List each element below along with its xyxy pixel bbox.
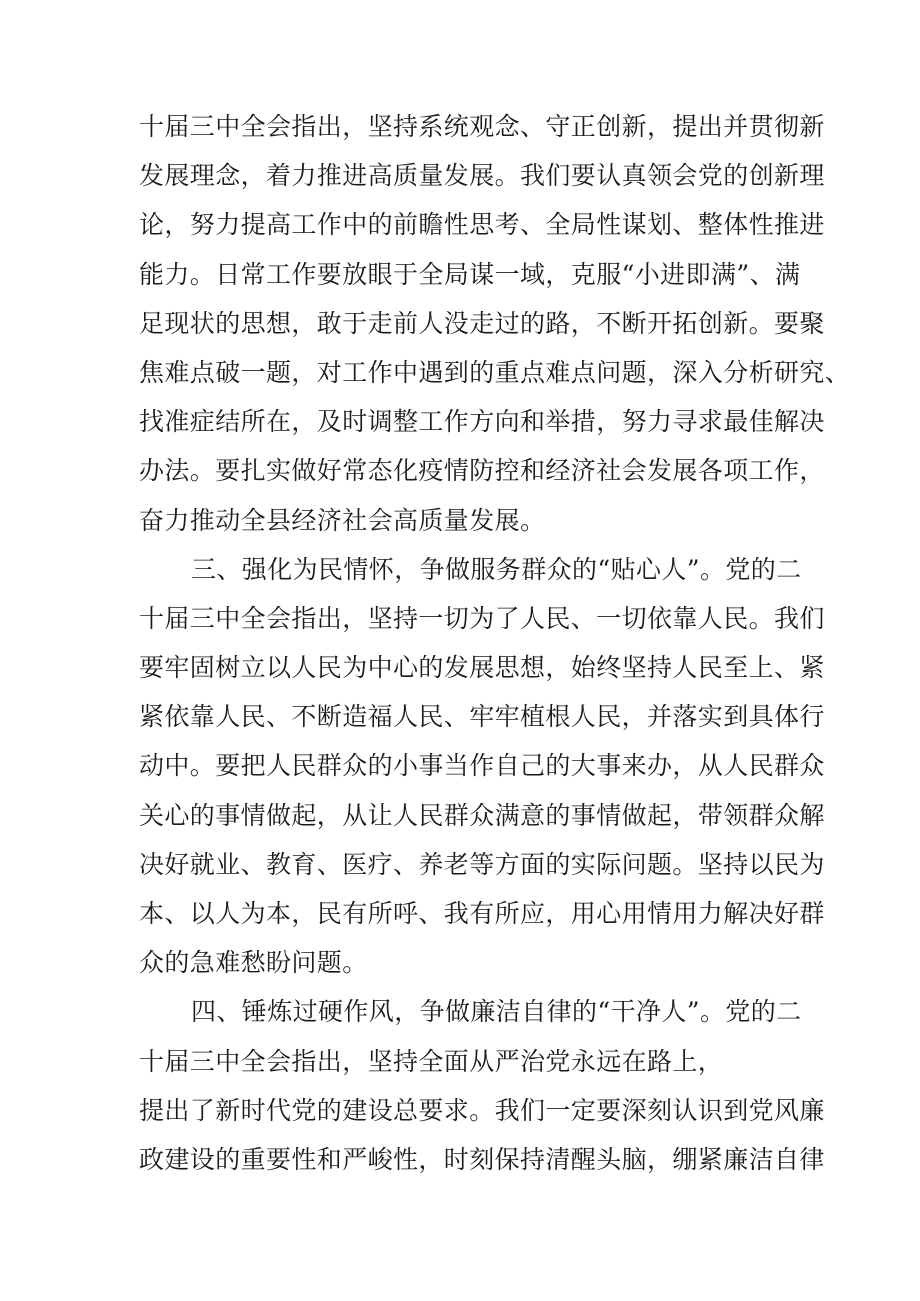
text-line: 政建设的重要性和严峻性，时刻保持清醒头脑，绷紧廉洁自律	[139, 1144, 825, 1174]
text-line: 本、以人为本，民有所呼、我有所应，用心用情用力解决好群	[139, 899, 825, 928]
text-line: 发展理念，着力推进高质量发展。我们要认真领会党的创新理	[139, 161, 825, 191]
text-line: 奋力推动全县经济社会高质量发展。	[139, 505, 546, 535]
text-line: 焦难点破一题，对工作中遇到的重点难点问题，深入分析研究、	[139, 357, 851, 387]
text-line: 十届三中全会指出，坚持全面从严治党永远在路上，	[139, 1046, 724, 1076]
text-line: 十届三中全会指出，坚持系统观念、守正创新，提出并贯彻新	[139, 112, 825, 141]
text-line: 论，努力提高工作中的前瞻性思考、全局性谋划、整体性推进	[139, 210, 825, 240]
document-body	[139, 102, 851, 1184]
text-line: 要牢固树立以人民为中心的发展思想，始终坚持人民至上、紧	[139, 653, 825, 683]
text-line: 决好就业、教育、医疗、养老等方面的实际问题。坚持以民为	[139, 849, 825, 879]
text-line: 提出了新时代党的建设总要求。我们一定要深刻认识到党风廉	[139, 1095, 825, 1125]
text-line: 办法。要扎实做好常态化疫情防控和经济社会发展各项工作，	[139, 456, 825, 486]
text-line: 能力。日常工作要放眼于全局谋一域，克服“小进即满”、满	[139, 259, 801, 289]
text-line: 动中。要把人民群众的小事当作自己的大事来办，从人民群众	[139, 751, 825, 781]
section-heading-line: 三、强化为民情怀，争做服务群众的“贴心人”。党的二	[191, 554, 802, 584]
section-heading-line: 四、锤炼过硬作风，争做廉洁自律的“干净人”。党的二	[191, 997, 802, 1027]
text-line: 紧依靠人民、不断造福人民、牢牢植根人民，并落实到具体行	[139, 702, 825, 732]
text-line: 十届三中全会指出，坚持一切为了人民、一切依靠人民。我们	[139, 603, 825, 633]
text-line: 找准症结所在，及时调整工作方向和举措，努力寻求最佳解决	[139, 407, 825, 437]
text-line: 足现状的思想，敢于走前人没走过的路，不断开拓创新。要聚	[139, 308, 825, 338]
text-line: 众的急难愁盼问题。	[139, 948, 368, 978]
text-line: 关心的事情做起，从让人民群众满意的事情做起，带领群众解	[139, 800, 825, 830]
